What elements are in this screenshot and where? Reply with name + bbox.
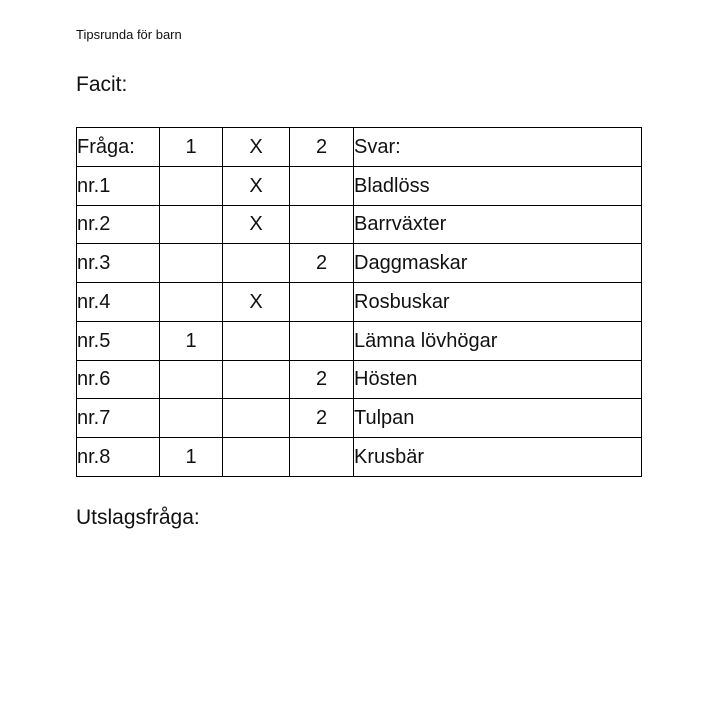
table-row — [77, 360, 642, 399]
mark-x: X — [223, 166, 290, 205]
mark-2 — [290, 205, 354, 244]
mark-x — [223, 438, 290, 477]
mark-1: 1 — [160, 438, 223, 477]
mark-x — [223, 399, 290, 438]
answer-text: Lämna lövhögar — [354, 321, 642, 360]
mark-2 — [290, 166, 354, 205]
question-number: nr.7 — [77, 399, 160, 438]
answer-text: Tulpan — [354, 399, 642, 438]
mark-1 — [160, 283, 223, 322]
question-number: nr.4 — [77, 283, 160, 322]
header-option-1: 1 — [160, 128, 223, 167]
mark-x — [223, 321, 290, 360]
mark-x — [223, 244, 290, 283]
answer-text: Hösten — [354, 360, 642, 399]
mark-1 — [160, 166, 223, 205]
table-row — [77, 438, 642, 477]
table-row — [77, 244, 642, 283]
header-question: Fråga: — [77, 128, 160, 167]
facit-heading: Facit: — [76, 73, 128, 96]
question-number: nr.1 — [77, 166, 160, 205]
document-header: Tipsrunda för barn — [76, 27, 182, 42]
answer-text: Daggmaskar — [354, 244, 642, 283]
mark-x: X — [223, 283, 290, 322]
mark-2 — [290, 283, 354, 322]
question-number: nr.8 — [77, 438, 160, 477]
table-row — [77, 399, 642, 438]
header-answer: Svar: — [354, 128, 642, 167]
mark-1 — [160, 399, 223, 438]
mark-x: X — [223, 205, 290, 244]
mark-x — [223, 360, 290, 399]
header-option-x: X — [223, 128, 290, 167]
mark-1: 1 — [160, 321, 223, 360]
table-row — [77, 321, 642, 360]
table-header-row — [77, 128, 642, 167]
tiebreak-heading: Utslagsfråga: — [76, 506, 200, 529]
answer-text: Rosbuskar — [354, 283, 642, 322]
mark-1 — [160, 205, 223, 244]
table-row — [77, 283, 642, 322]
question-number: nr.2 — [77, 205, 160, 244]
mark-2: 2 — [290, 399, 354, 438]
mark-1 — [160, 244, 223, 283]
answer-text: Krusbär — [354, 438, 642, 477]
table-row — [77, 205, 642, 244]
table-row — [77, 166, 642, 205]
answer-text: Barrväxter — [354, 205, 642, 244]
mark-2: 2 — [290, 360, 354, 399]
answer-text: Bladlöss — [354, 166, 642, 205]
mark-2 — [290, 438, 354, 477]
answer-key-table — [76, 127, 642, 477]
mark-1 — [160, 360, 223, 399]
header-option-2: 2 — [290, 128, 354, 167]
question-number: nr.6 — [77, 360, 160, 399]
question-number: nr.5 — [77, 321, 160, 360]
question-number: nr.3 — [77, 244, 160, 283]
mark-2 — [290, 321, 354, 360]
mark-2: 2 — [290, 244, 354, 283]
